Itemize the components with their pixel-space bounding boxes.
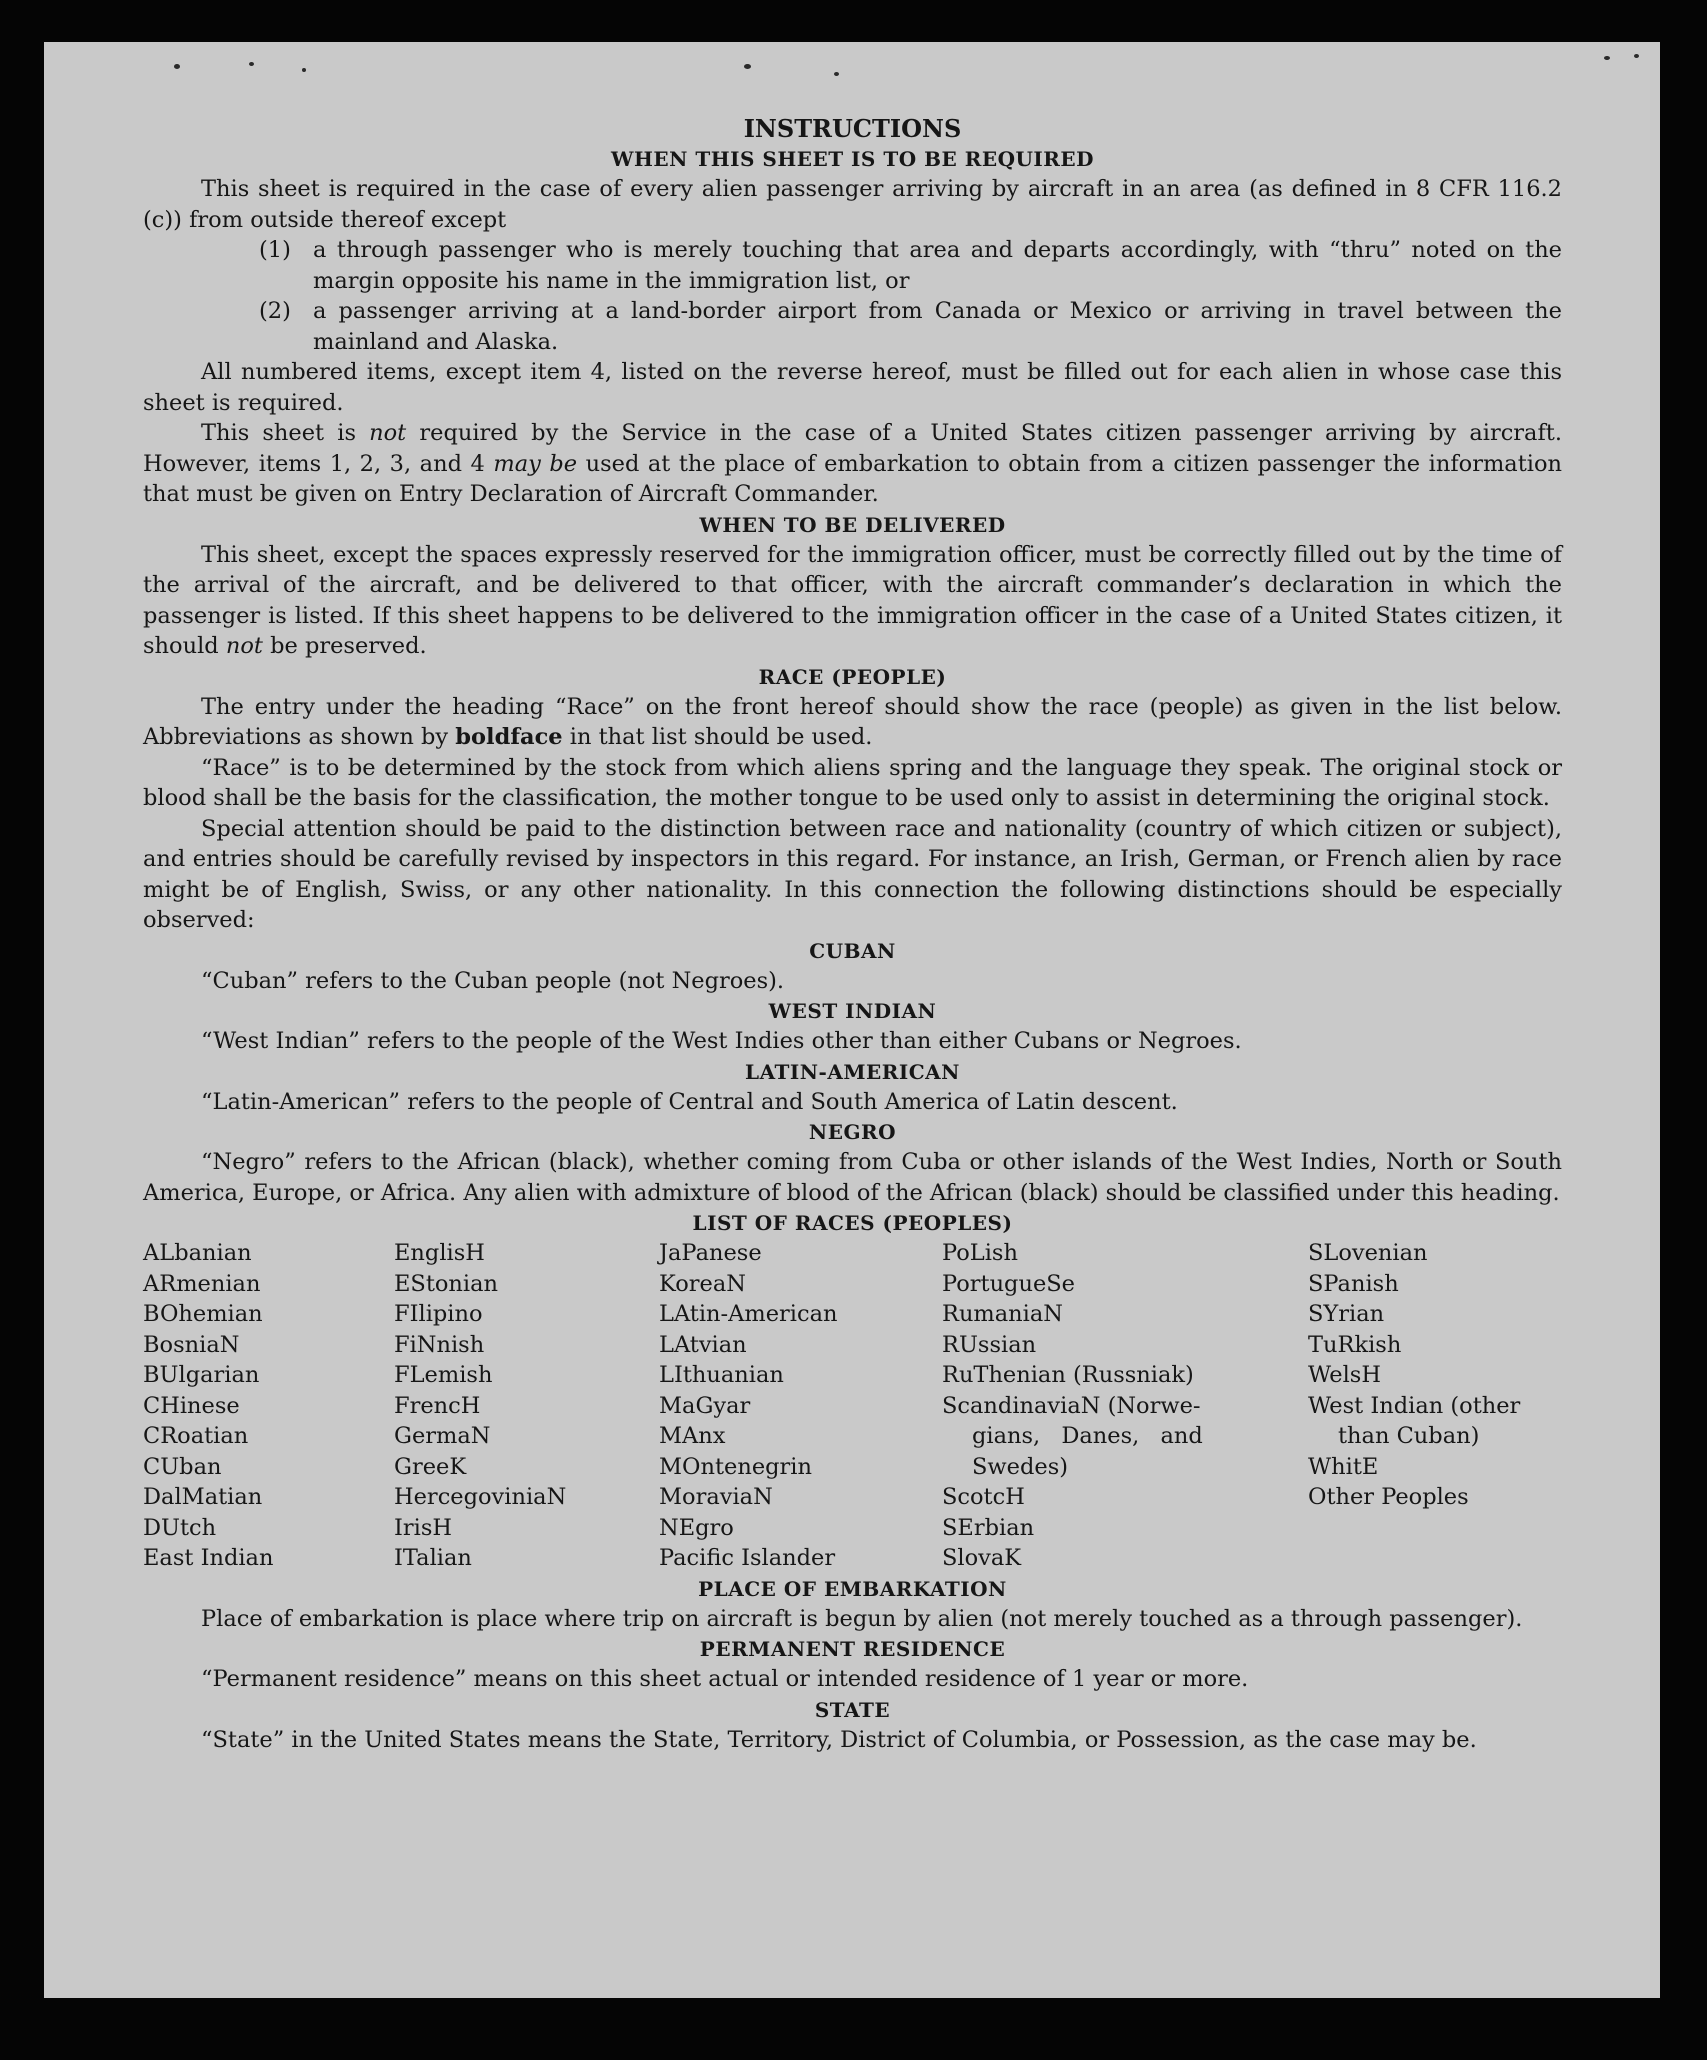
emphasis: not xyxy=(369,420,407,446)
paragraph: Special attention should be paid to the distinction between race and nationality (country of which citizen or subject), and entries should be carefully revised by inspectors in this regard. For instance, an Irish, German, or French alien by race might be of English, Swiss, or any other nationality. In this connection the following distinctions should be especially observed: xyxy=(143,815,1562,933)
race-entry: East Indian xyxy=(143,1545,274,1571)
race-entry: MOntenegrin xyxy=(659,1453,812,1480)
races-table xyxy=(143,1238,1562,1574)
race-entry: GermaN xyxy=(394,1423,491,1449)
race-entry: CHinese xyxy=(143,1392,240,1419)
race-entry: LAtvian xyxy=(659,1331,747,1358)
race-entry: ITalian xyxy=(394,1545,472,1571)
section-heading: WHEN TO BE DELIVERED xyxy=(699,512,1006,537)
paragraph: “West Indian” refers to the people of the West Indies other than either Cubans or Negroes. xyxy=(201,1028,1242,1054)
race-entry: RuThenian (Russniak) xyxy=(942,1362,1194,1388)
race-entry: BOhemian xyxy=(143,1301,263,1327)
race-entry: than Cuban) xyxy=(1338,1423,1480,1449)
race-entry: Pacific Islander xyxy=(659,1545,836,1571)
race-entry: DUtch xyxy=(143,1514,217,1541)
race-entry: ARmenian xyxy=(143,1270,261,1297)
race-entry: RUssian xyxy=(942,1331,1037,1358)
section-race xyxy=(143,662,1562,936)
race-entry: West Indian (other xyxy=(1308,1392,1521,1419)
bold-word: boldface xyxy=(455,724,563,750)
race-entry: PoLish xyxy=(942,1240,1018,1266)
scan-speck xyxy=(1634,54,1639,58)
exception-item xyxy=(259,235,1562,296)
race-entry: JaPanese xyxy=(659,1240,762,1266)
race-entry: FiNnish xyxy=(394,1331,485,1358)
emphasis: not xyxy=(225,633,263,659)
section-delivered xyxy=(143,510,1562,662)
race-entry: SLovenian xyxy=(1308,1240,1428,1266)
section-west-indian xyxy=(143,996,1562,1057)
race-entry: LIthuanian xyxy=(659,1362,784,1388)
text-run: This sheet, except the spaces expressly reserved for the immigration officer, must be correctly filled out by the time of the arrival of the aircraft, and be delivered to that officer, with the aircraft commander’s declaration in which the passenger is listed. If this sheet happens to be delivered to the immigration officer in the case of a United States citizen, it should xyxy=(143,541,1562,659)
section-embarkation xyxy=(143,1574,1562,1635)
race-entry: DalMatian xyxy=(143,1484,263,1510)
paragraph: Place of embarkation is place where trip on aircraft is begun by alien (not merely touched as a through passenger). xyxy=(201,1605,1523,1632)
race-entry: WhitE xyxy=(1308,1453,1379,1480)
race-entry: WelsH xyxy=(1308,1362,1381,1388)
section-heading: WHEN THIS SHEET IS TO BE REQUIRED xyxy=(611,147,1094,171)
race-entry: EStonian xyxy=(394,1270,499,1297)
race-entry: HercegoviniaN xyxy=(394,1484,567,1510)
text-run: This sheet is xyxy=(201,420,370,446)
scan-speck xyxy=(174,64,180,69)
scan-speck xyxy=(302,68,306,72)
race-entry: FrencH xyxy=(394,1392,481,1419)
scan-speck xyxy=(834,72,839,76)
paragraph: “Permanent residence” means on this sheet actual or intended residence of 1 year or more. xyxy=(201,1666,1249,1692)
section-heading: STATE xyxy=(814,1697,891,1722)
exception-number: (1) xyxy=(259,237,291,263)
text-run: be preserved. xyxy=(262,633,427,659)
section-heading: NEGRO xyxy=(808,1120,897,1144)
scan-speck xyxy=(744,64,751,69)
section-negro xyxy=(143,1117,1562,1208)
races-column xyxy=(143,1238,394,1574)
section-heading: PLACE OF EMBARKATION xyxy=(698,1576,1007,1601)
race-entry: FIlipino xyxy=(394,1301,483,1327)
paragraph: “Negro” refers to the African (black), whether coming from Cuba or other islands of the West Indies, North or South America, Europe, or Africa. Any alien with admixture of blood of the African (black) should be classified under this heading. xyxy=(143,1149,1562,1206)
race-entry: CUban xyxy=(143,1453,222,1480)
race-entry: FLemish xyxy=(394,1362,493,1388)
section-latin-american xyxy=(143,1057,1562,1118)
text-run: The entry under the heading “Race” on the front hereof should show the race (people) as given in the list below. Abbreviations as shown by xyxy=(143,693,1562,750)
section-races-list xyxy=(143,1208,1562,1574)
race-entry: MoraviaN xyxy=(659,1484,773,1510)
race-entry: ALbanian xyxy=(143,1240,252,1266)
race-entry: SErbian xyxy=(942,1514,1035,1541)
race-entry: LAtin-American xyxy=(659,1301,838,1327)
paragraph: “Cuban” refers to the Cuban people (not Negroes). xyxy=(201,967,785,994)
section-heading: CUBAN xyxy=(809,938,896,963)
race-entry: ScotcH xyxy=(942,1484,1025,1510)
section-required xyxy=(143,144,1562,510)
exception-text: a through passenger who is merely touching that area and departs accordingly, with “thru” noted on the margin opposite his name in the immigration list, or xyxy=(313,237,1562,294)
paragraph: “State” in the United States means the State, Territory, District of Columbia, or Possession, as the case may be. xyxy=(201,1726,1477,1753)
races-column xyxy=(942,1238,1308,1574)
scan-speck xyxy=(1604,56,1610,60)
race-entry: EnglisH xyxy=(394,1240,485,1266)
race-entry: ScandinaviaN (Norwe- xyxy=(942,1392,1201,1419)
emphasis: may be xyxy=(493,450,578,477)
races-column xyxy=(394,1238,659,1574)
text-run: used at the place of embarkation to obtain from a citizen passenger the information that must be given on Entry Declaration of Aircraft Commander. xyxy=(143,450,1562,507)
race-entry: BUlgarian xyxy=(143,1362,260,1388)
race-entry: MAnx xyxy=(659,1423,726,1449)
races-column xyxy=(659,1238,942,1574)
race-entry: BosniaN xyxy=(143,1331,240,1358)
text-run: required by the Service in the case of a United States citizen passenger arriving by aircraft. However, items 1, 2, 3, and 4 xyxy=(143,420,1562,477)
races-column xyxy=(1308,1238,1560,1574)
page-title: INSTRUCTIONS xyxy=(743,114,962,143)
race-entry: CRoatian xyxy=(143,1423,249,1449)
race-entry: PortugueSe xyxy=(942,1270,1076,1297)
exception-item xyxy=(259,296,1562,357)
race-entry: Swedes) xyxy=(972,1453,1069,1480)
paragraph: This sheet is required in the case of every alien passenger arriving by aircraft in an area (as defined in 8 CFR 116.2 (c)) from outside thereof except xyxy=(143,176,1562,233)
text-run: in that list should be used. xyxy=(562,724,873,750)
paragraph: “Race” is to be determined by the stock from which aliens spring and the language they speak. The original stock or blood shall be the basis for the classification, the mother tongue to be used only to assist in determining the original stock. xyxy=(143,754,1562,811)
section-heading: PERMANENT RESIDENCE xyxy=(699,1637,1006,1661)
race-entry: Other Peoples xyxy=(1308,1484,1469,1510)
race-entry: gians, Danes, and xyxy=(972,1423,1203,1449)
paragraph: All numbered items, except item 4, listed on the reverse hereof, must be filled out for each alien in whose case this sheet is required. xyxy=(143,359,1562,416)
race-entry: IrisH xyxy=(394,1514,453,1541)
instruction-sheet xyxy=(44,42,1660,1998)
section-heading: WEST INDIAN xyxy=(768,999,937,1023)
paragraph xyxy=(143,540,1562,662)
section-residence xyxy=(143,1634,1562,1695)
section-state xyxy=(143,1695,1562,1756)
scan-speck xyxy=(249,62,254,66)
section-heading: LATIN-AMERICAN xyxy=(745,1059,960,1084)
race-entry: MaGyar xyxy=(659,1392,751,1419)
race-entry: KoreaN xyxy=(659,1270,746,1297)
paragraph xyxy=(143,418,1562,510)
race-entry: SPanish xyxy=(1308,1270,1399,1297)
exception-text: a passenger arriving at a land-border airport from Canada or Mexico or arriving in travel between the mainland and Alaska. xyxy=(313,298,1562,355)
section-cuban xyxy=(143,936,1562,997)
race-entry: TuRkish xyxy=(1308,1331,1402,1358)
race-entry: SlovaK xyxy=(942,1545,1022,1571)
paragraph: “Latin-American” refers to the people of Central and South America of Latin descent. xyxy=(201,1088,1178,1115)
race-entry: GreeK xyxy=(394,1453,467,1480)
race-entry: SYrian xyxy=(1308,1301,1385,1327)
race-entry: RumaniaN xyxy=(942,1301,1063,1327)
section-heading: LIST OF RACES (PEOPLES) xyxy=(692,1211,1013,1235)
section-heading: RACE (PEOPLE) xyxy=(758,664,947,689)
race-entry: NEgro xyxy=(659,1514,734,1541)
exception-number: (2) xyxy=(259,298,291,324)
paragraph xyxy=(143,692,1562,753)
